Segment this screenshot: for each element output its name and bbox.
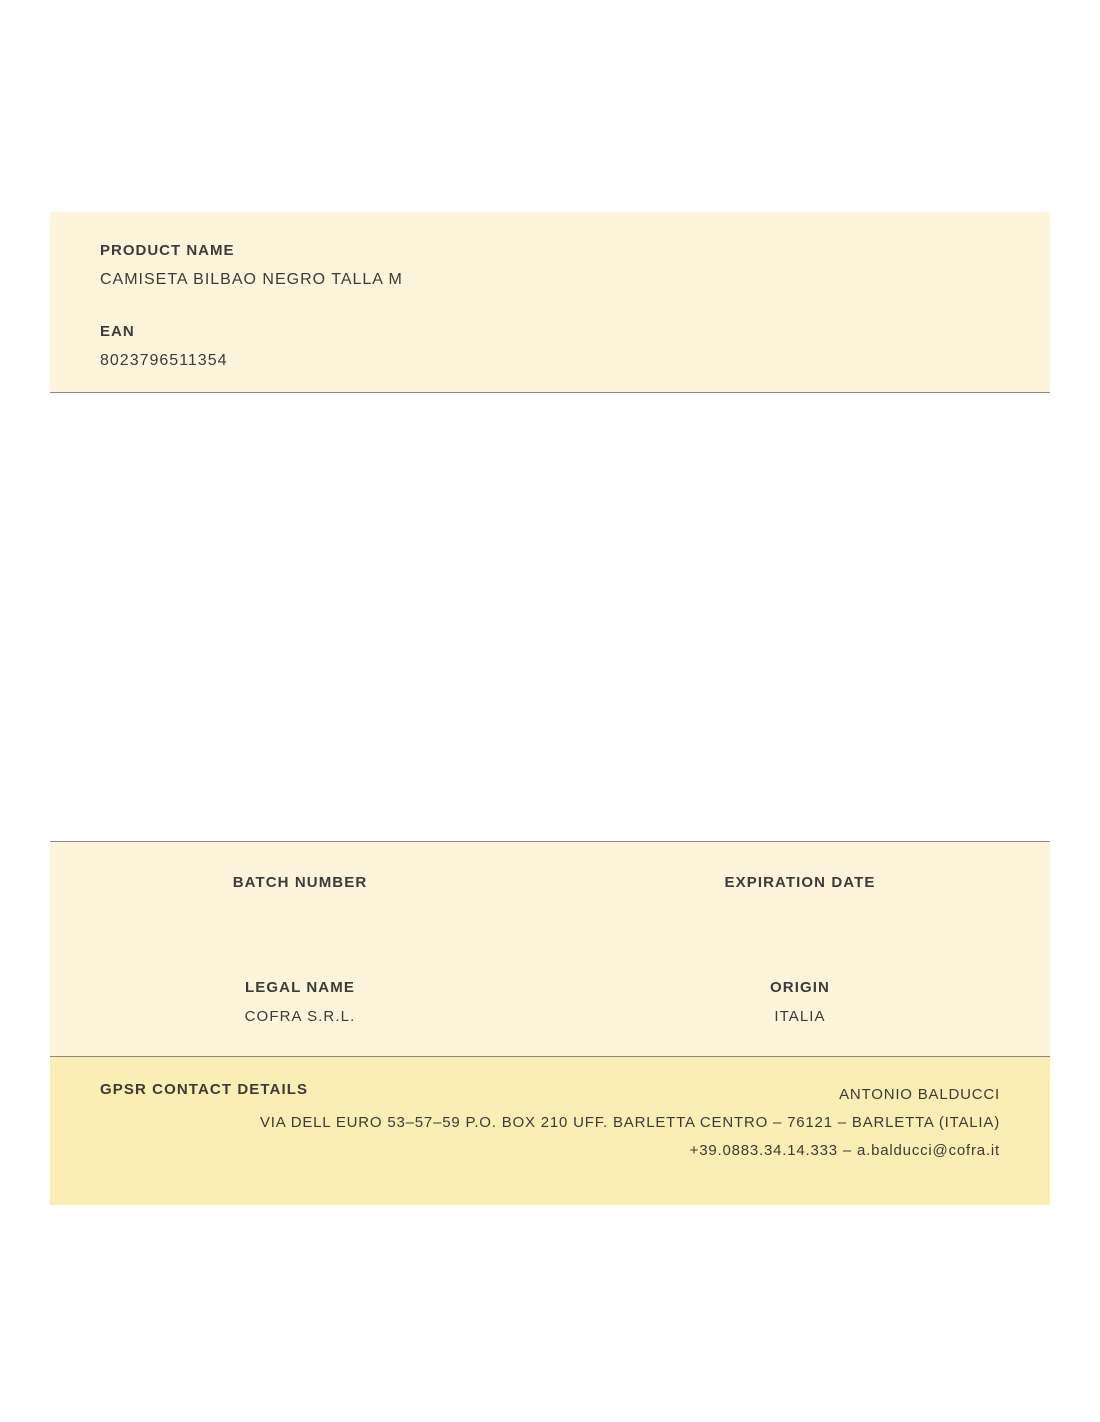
product-label-sheet	[50, 212, 1050, 1205]
gpsr-contact-phone-email: +39.0883.34.14.333 – a.balducci@cofra.it	[689, 1142, 1000, 1159]
legal-name-value: COFRA S.R.L.	[244, 1008, 356, 1025]
field-product-name	[50, 242, 1050, 289]
gpsr-contact-address: VIA DELL EURO 53–57–59 P.O. BOX 210 UFF. BARLETTA CENTRO – 76121 – BARLETTA (ITALIA)	[260, 1114, 1000, 1131]
product-name-value: CAMISETA BILBAO NEGRO TALLA M	[100, 271, 403, 288]
batch-number-label: BATCH NUMBER	[232, 874, 368, 891]
cell-expiration-date	[550, 874, 1050, 921]
row-separator	[50, 921, 1050, 979]
origin-label: ORIGIN	[770, 979, 830, 996]
legal-name-label: LEGAL NAME	[245, 979, 355, 996]
origin-value: ITALIA	[774, 1008, 826, 1025]
expiration-date-label: EXPIRATION DATE	[724, 874, 876, 891]
field-ean	[50, 323, 1050, 370]
ean-value: 8023796511354	[100, 352, 228, 369]
batch-legal-block	[50, 841, 1050, 1057]
gpsr-contact-name: ANTONIO BALDUCCI	[839, 1086, 1000, 1103]
blank-spacer	[50, 393, 1050, 841]
legal-row	[50, 979, 1050, 1026]
gpsr-contact-title: GPSR CONTACT DETAILS	[100, 1081, 309, 1098]
cell-origin	[550, 979, 1050, 1026]
cell-batch-number	[50, 874, 550, 921]
gpsr-contact-block	[50, 1057, 1050, 1205]
ean-label: EAN	[100, 323, 135, 340]
product-info-block	[50, 212, 1050, 393]
expiration-date-value	[550, 903, 1050, 921]
batch-number-value	[50, 903, 550, 921]
cell-legal-name	[50, 979, 550, 1026]
batch-row	[50, 874, 1050, 921]
product-name-label: PRODUCT NAME	[100, 242, 235, 259]
